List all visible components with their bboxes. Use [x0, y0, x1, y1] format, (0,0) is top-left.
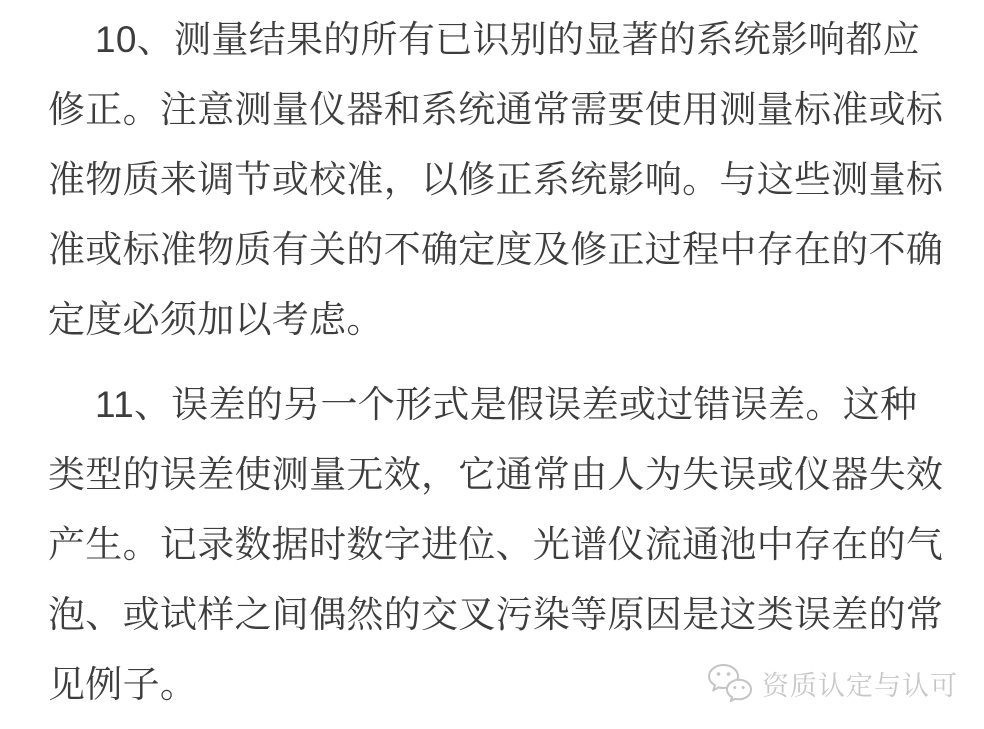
text-line: 11、误差的另一个形式是假误差或过错误差。这种 — [95, 384, 918, 425]
text-line: 泡、或试样之间偶然的交叉污染等原因是这类误差的常 — [48, 594, 944, 635]
text-line: 准物质来调节或校准，以修正系统影响。与这些测量标 — [48, 159, 944, 200]
wechat-icon — [707, 662, 753, 704]
watermark-label: 资质认定与认可 — [762, 670, 958, 701]
watermark — [707, 662, 958, 704]
text-line: 10、测量结果的所有已识别的显著的系统影响都应 — [95, 19, 921, 60]
paragraph-10 — [48, 5, 944, 355]
text-line: 产生。记录数据时数字进位、光谱仪流通池中存在的气 — [48, 524, 944, 565]
text-line: 准或标准物质有关的不确定度及修正过程中存在的不确 — [48, 229, 944, 270]
text-line: 修正。注意测量仪器和系统通常需要使用测量标准或标 — [48, 89, 944, 130]
text-line: 见例子。 — [48, 664, 198, 705]
text-line: 类型的误差使测量无效，它通常由人为失误或仪器失效 — [48, 454, 944, 495]
text-line: 定度必须加以考虑。 — [48, 299, 384, 340]
